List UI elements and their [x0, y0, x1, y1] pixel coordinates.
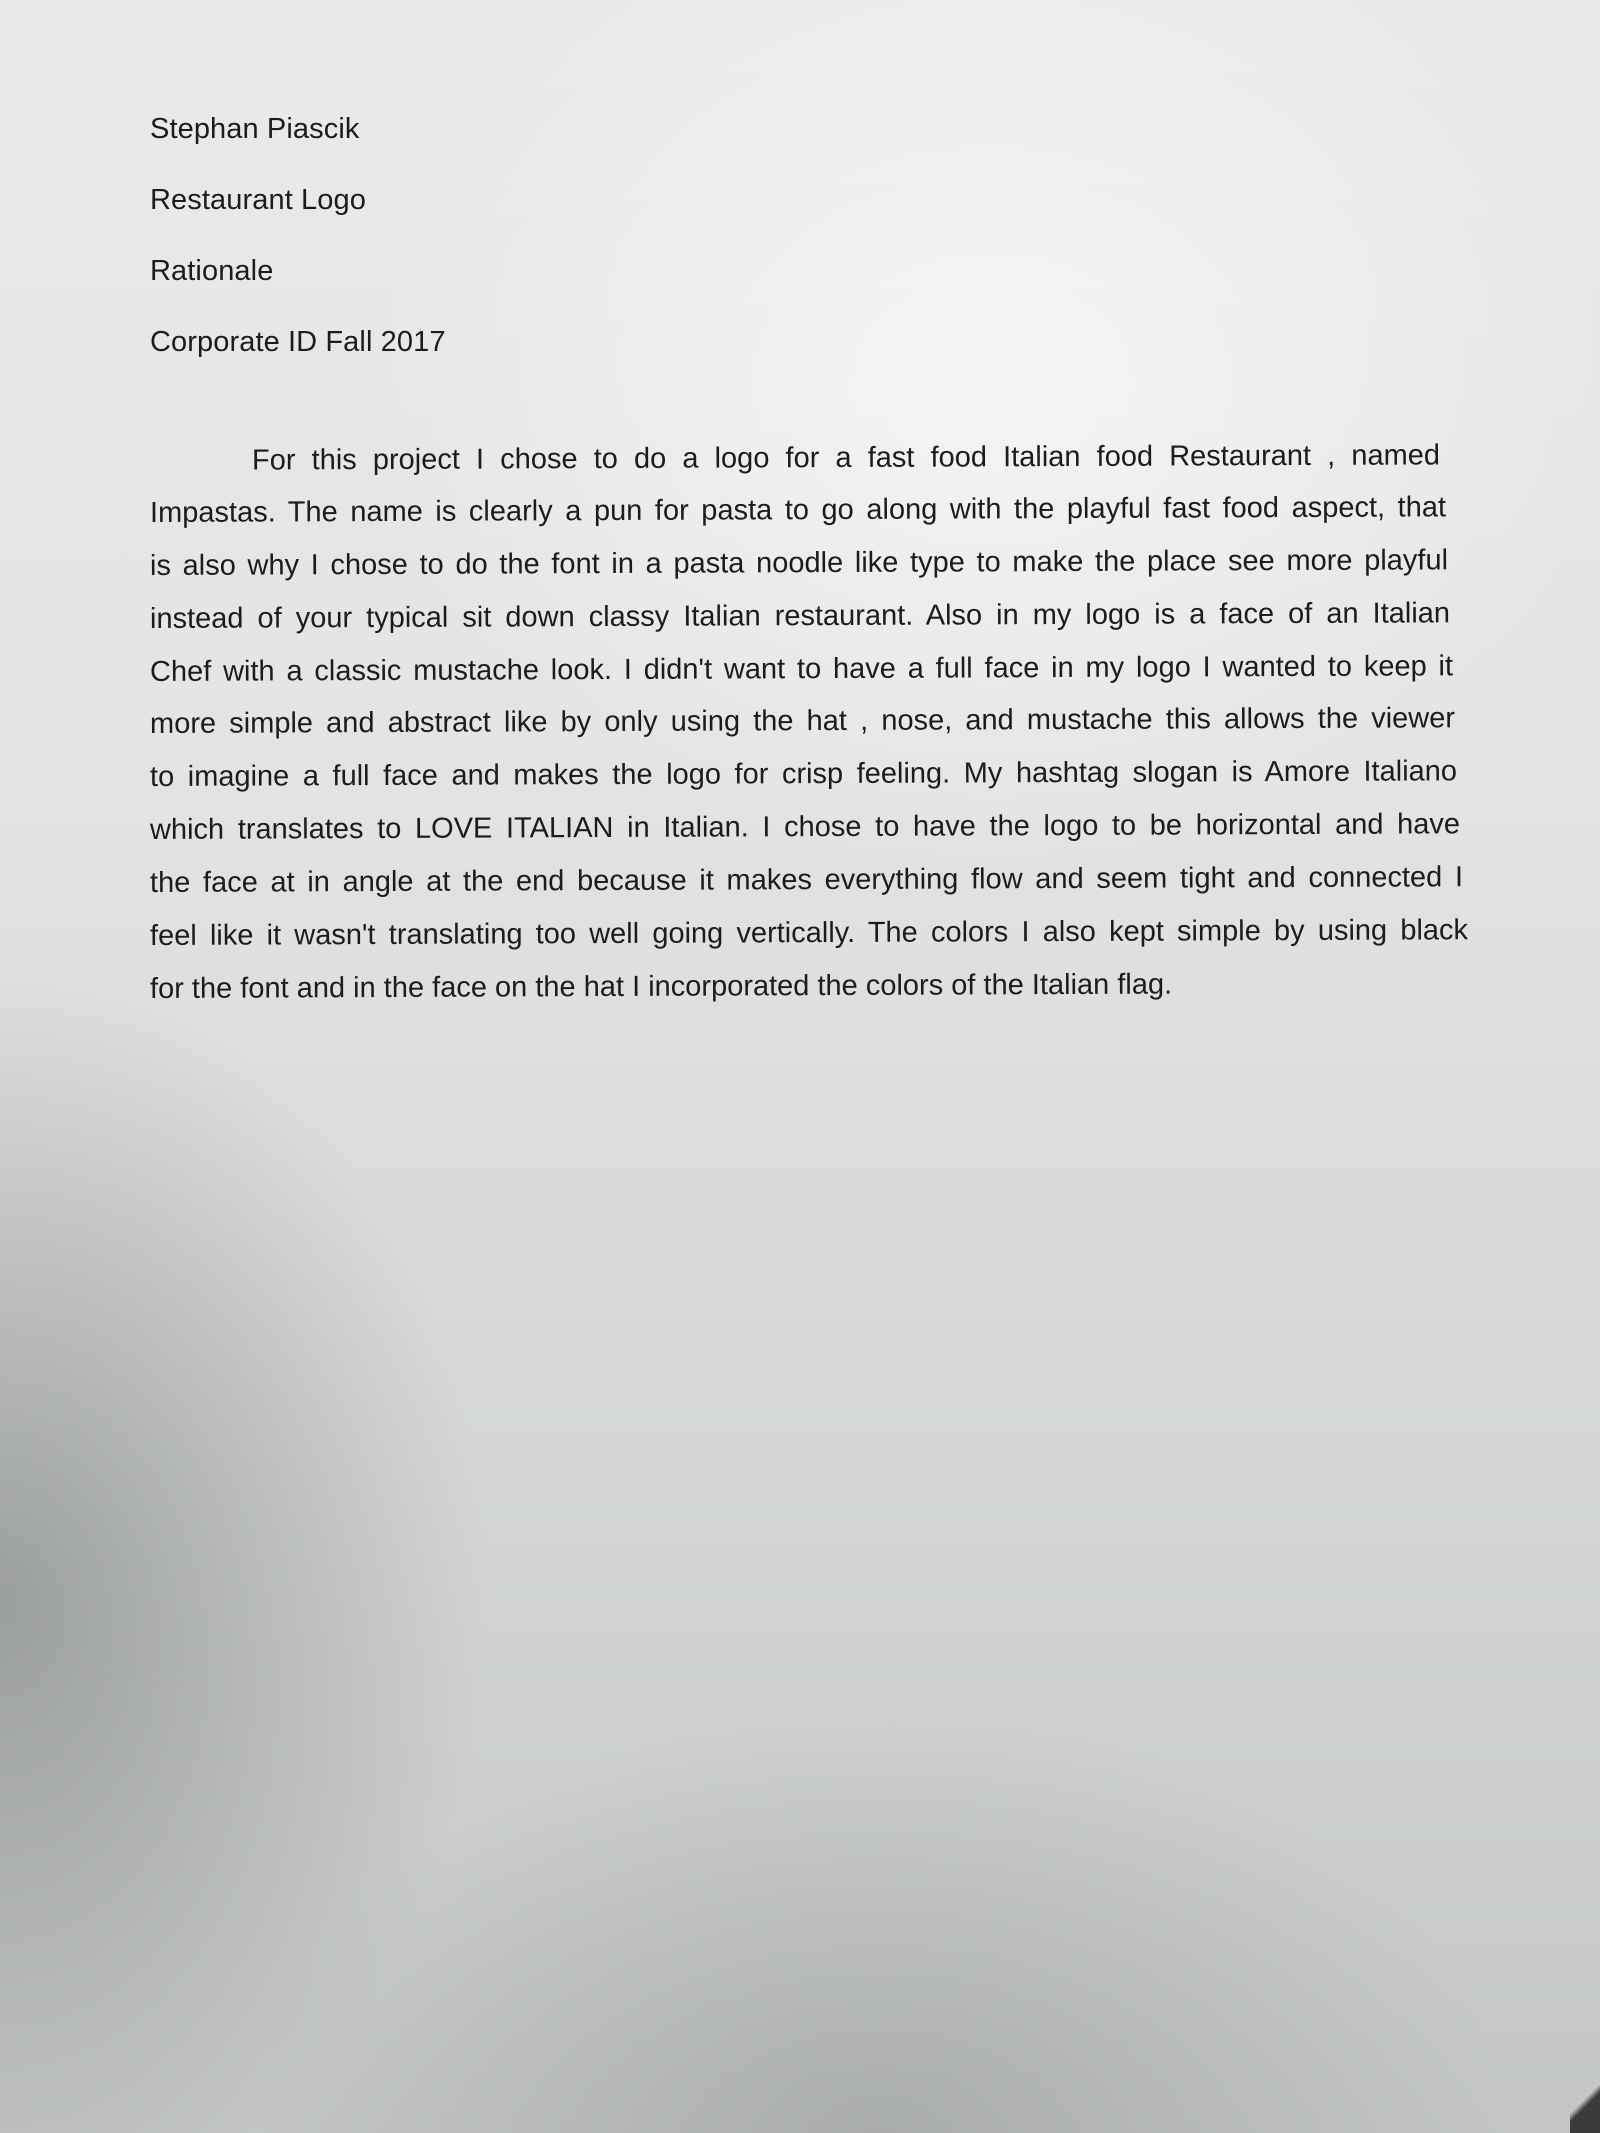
paragraph-line: feel like it wasn't translating too well going vertically. The colors I also kept simple by using black [149, 914, 1469, 952]
document-type: Rationale [150, 255, 274, 287]
author-name: Stephan Piascik [150, 113, 360, 145]
paragraph-line: for the font and in the face on the hat I incorporated the colors of the Italian flag. [149, 968, 1173, 1005]
paragraph-line: For this project I chose to do a logo for a fast food Italian food Restaurant , named [251, 439, 1441, 477]
course-name: Corporate ID Fall 2017 [150, 326, 446, 358]
paragraph-line: instead of your typical sit down classy Italian restaurant. Also in my logo is a face of an Italian [149, 597, 1451, 635]
paragraph-line: which translates to LOVE ITALIAN in Italian. I chose to have the logo to be horizontal and have [149, 808, 1461, 846]
paragraph-line: Chef with a classic mustache look. I didn't want to have a full face in my logo I wanted to keep it [149, 650, 1454, 688]
paragraph-line: Impastas. The name is clearly a pun for pasta to go along with the playful fast food aspect, that [149, 491, 1447, 529]
paragraph-line: to imagine a full face and makes the logo for crisp feeling. My hashtag slogan is Amore Italiano [149, 755, 1458, 793]
paragraph-line: the face at in angle at the end because it makes everything flow and seem tight and connected I [149, 861, 1464, 899]
paragraph-line: is also why I chose to do the font in a pasta noodle like type to make the place see more playful [149, 544, 1449, 582]
page-corner-shadow [1570, 2073, 1600, 2133]
paragraph-line: more simple and abstract like by only using the hat , nose, and mustache this allows the viewer [149, 702, 1456, 740]
project-title: Restaurant Logo [150, 184, 366, 216]
